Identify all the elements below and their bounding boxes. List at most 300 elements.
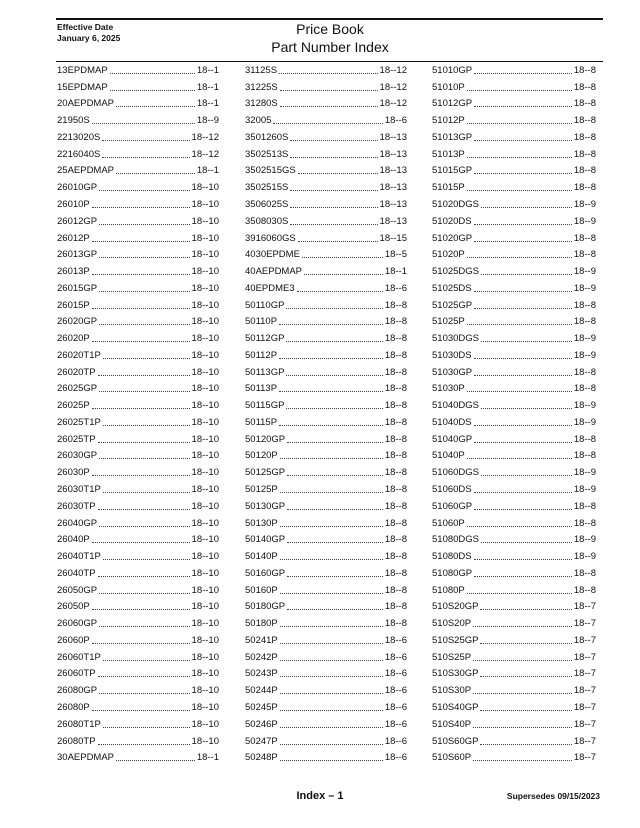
page-reference: 18--10 xyxy=(191,601,219,613)
part-number: 26015GP xyxy=(57,282,98,294)
index-entry xyxy=(245,599,407,616)
page-reference: 18--13 xyxy=(379,199,407,210)
index-entry xyxy=(57,364,219,381)
index-entry xyxy=(245,699,407,716)
part-number: 15EPDMAP xyxy=(57,81,108,93)
page-reference: 18--10 xyxy=(191,232,219,244)
part-number: 26015P xyxy=(57,299,90,311)
dot-leader xyxy=(480,676,571,677)
page-reference: 18--8 xyxy=(573,584,596,596)
page-reference: 18--10 xyxy=(191,249,219,261)
page-reference: 18--15 xyxy=(379,232,407,244)
index-entry xyxy=(245,347,407,364)
part-number: 32005 xyxy=(245,115,272,127)
part-number: 26030TP xyxy=(57,500,96,512)
dot-leader xyxy=(102,157,189,158)
dot-leader xyxy=(99,593,189,594)
index-entry xyxy=(432,716,596,733)
index-entry xyxy=(432,146,596,163)
dot-leader xyxy=(474,358,572,359)
part-number: 510S20P xyxy=(432,618,472,630)
page-reference: 18--8 xyxy=(573,165,596,177)
page-reference: 18--10 xyxy=(191,333,219,345)
part-number: 50245P xyxy=(245,701,278,713)
index-entry xyxy=(57,347,219,364)
dot-leader xyxy=(467,157,572,158)
index-entry xyxy=(245,230,407,247)
part-number: 25AEPDMAP xyxy=(57,165,115,177)
index-entry xyxy=(432,129,596,146)
dot-leader xyxy=(92,609,190,610)
dot-leader xyxy=(280,90,378,91)
dot-leader xyxy=(280,106,378,107)
dot-leader xyxy=(474,73,572,74)
dot-leader xyxy=(467,593,572,594)
index-entry xyxy=(57,749,219,766)
dot-leader xyxy=(99,458,189,459)
part-number: 26020P xyxy=(57,333,90,345)
part-number: 50125GP xyxy=(245,467,286,479)
index-entry xyxy=(245,163,407,180)
part-number: 3502515S xyxy=(245,182,289,194)
index-entry xyxy=(245,297,407,314)
dot-leader xyxy=(92,542,190,543)
index-entry xyxy=(57,615,219,632)
document-subtitle: Part Number Index xyxy=(271,39,389,55)
page-reference: 18--1 xyxy=(196,81,219,93)
part-number: 51060DS xyxy=(432,484,472,496)
dot-leader xyxy=(298,173,378,174)
index-entry xyxy=(57,246,219,263)
index-entry xyxy=(245,582,407,599)
page-reference: 18--8 xyxy=(384,601,407,613)
index-entry xyxy=(245,146,407,163)
part-number: 50160GP xyxy=(245,567,286,579)
page-reference: 18--1 xyxy=(196,64,219,76)
index-entry xyxy=(245,565,407,582)
index-entry xyxy=(432,515,596,532)
page-reference: 18--6 xyxy=(384,651,407,663)
dot-leader xyxy=(290,224,377,225)
index-entry xyxy=(245,213,407,230)
dot-leader xyxy=(481,207,572,208)
dot-leader xyxy=(474,106,572,107)
index-entry xyxy=(245,615,407,632)
page-reference: 18--7 xyxy=(573,718,596,730)
dot-leader xyxy=(103,425,190,426)
dot-leader xyxy=(287,609,383,610)
dot-leader xyxy=(279,358,383,359)
page-reference: 18--10 xyxy=(191,500,219,512)
dot-leader xyxy=(92,341,190,342)
dot-leader xyxy=(103,660,190,661)
index-entry xyxy=(57,481,219,498)
index-entry xyxy=(432,230,596,247)
part-number: 50244P xyxy=(245,685,278,697)
part-number: 51025DS xyxy=(432,282,472,294)
dot-leader xyxy=(304,274,383,275)
page-reference: 18--10 xyxy=(191,433,219,445)
part-number: 3506025S xyxy=(245,199,289,210)
part-number: 50247P xyxy=(245,735,278,747)
dot-leader xyxy=(286,408,382,409)
index-entry xyxy=(245,431,407,448)
index-entry xyxy=(57,263,219,280)
index-entry xyxy=(57,632,219,649)
page-reference: 18--8 xyxy=(573,115,596,127)
part-number: 510S30GP xyxy=(432,668,479,680)
index-entry xyxy=(245,548,407,565)
dot-leader xyxy=(280,727,383,728)
dot-leader xyxy=(286,375,382,376)
page-reference: 18--8 xyxy=(573,64,596,76)
part-number: 51015GP xyxy=(432,165,473,177)
page-reference: 18--10 xyxy=(191,316,219,328)
index-entry xyxy=(245,464,407,481)
index-entry xyxy=(432,599,596,616)
dot-leader xyxy=(92,308,190,309)
index-entry xyxy=(245,397,407,414)
page-reference: 18--9 xyxy=(573,333,596,345)
part-number: 26060TP xyxy=(57,668,96,680)
dot-leader xyxy=(92,207,190,208)
page-reference: 18--6 xyxy=(384,634,407,646)
page-reference: 18--6 xyxy=(384,668,407,680)
page-reference: 18--10 xyxy=(191,215,219,227)
page-reference: 18--12 xyxy=(379,98,407,110)
page-reference: 18--9 xyxy=(573,551,596,563)
part-number: 26025TP xyxy=(57,433,96,445)
page-reference: 18--5 xyxy=(384,249,407,261)
part-number: 26080TP xyxy=(57,735,96,747)
index-entry xyxy=(57,397,219,414)
page-reference: 18--7 xyxy=(573,735,596,747)
dot-leader xyxy=(287,576,383,577)
page-reference: 18--6 xyxy=(384,735,407,747)
dot-leader xyxy=(287,442,383,443)
part-number: 26020TP xyxy=(57,366,96,378)
page-reference: 18--8 xyxy=(573,500,596,512)
page-reference: 18--8 xyxy=(384,316,407,328)
index-entry xyxy=(57,96,219,113)
part-number: 3501260S xyxy=(245,131,289,143)
dot-leader xyxy=(474,173,572,174)
part-number: 50110GP xyxy=(245,299,285,311)
part-number: 26013GP xyxy=(57,249,98,261)
part-number: 51015P xyxy=(432,182,465,194)
dot-leader xyxy=(110,90,195,91)
index-column-1 xyxy=(57,62,219,766)
dot-leader xyxy=(474,375,572,376)
part-number: 51060GP xyxy=(432,500,473,512)
page-reference: 18--6 xyxy=(384,685,407,697)
page-reference: 18--8 xyxy=(573,316,596,328)
index-entry xyxy=(245,96,407,113)
dot-leader xyxy=(481,341,572,342)
dot-leader xyxy=(99,526,189,527)
index-entry xyxy=(57,330,219,347)
page-reference: 18--8 xyxy=(384,484,407,496)
part-number: 51040P xyxy=(432,450,465,462)
index-entry xyxy=(245,330,407,347)
dot-leader xyxy=(290,207,377,208)
page-reference: 18--10 xyxy=(191,735,219,747)
page-reference: 18--10 xyxy=(191,551,219,563)
part-number: 40AEPDMAP xyxy=(245,266,303,278)
dot-leader xyxy=(287,542,383,543)
index-entry xyxy=(245,716,407,733)
index-entry xyxy=(432,749,596,766)
part-number: 3916060GS xyxy=(245,232,296,244)
index-entry xyxy=(432,448,596,465)
part-number: 510S30P xyxy=(432,685,472,697)
dot-leader xyxy=(280,593,383,594)
part-number: 26080GP xyxy=(57,685,98,697)
dot-leader xyxy=(92,710,190,711)
dot-leader xyxy=(280,744,383,745)
part-number: 50246P xyxy=(245,718,278,730)
part-number: 50115P xyxy=(245,416,278,428)
dot-leader xyxy=(280,676,383,677)
index-entry xyxy=(57,448,219,465)
page-reference: 18--9 xyxy=(196,115,219,127)
part-number: 51020DGS xyxy=(432,199,480,210)
part-number: 26060GP xyxy=(57,618,98,630)
page-reference: 18--8 xyxy=(384,500,407,512)
page-reference: 18--7 xyxy=(573,601,596,613)
page-reference: 18--8 xyxy=(384,467,407,479)
dot-leader xyxy=(467,391,572,392)
index-entry xyxy=(57,297,219,314)
page-reference: 18--8 xyxy=(384,618,407,630)
index-entry xyxy=(57,431,219,448)
index-entry xyxy=(57,112,219,129)
page-reference: 18--10 xyxy=(191,416,219,428)
part-number: 26030GP xyxy=(57,450,98,462)
index-entry xyxy=(245,515,407,532)
part-number: 51030GP xyxy=(432,366,473,378)
dot-leader xyxy=(287,509,383,510)
dot-leader xyxy=(279,391,383,392)
part-number: 26040GP xyxy=(57,517,98,529)
index-entry xyxy=(245,364,407,381)
page-reference: 18--8 xyxy=(573,433,596,445)
part-number: 20AEPDMAP xyxy=(57,98,115,110)
part-number: 26060P xyxy=(57,634,90,646)
index-entry xyxy=(57,129,219,146)
page-reference: 18--9 xyxy=(573,215,596,227)
page-reference: 18--8 xyxy=(384,383,407,395)
index-entry xyxy=(245,112,407,129)
page-reference: 18--10 xyxy=(191,718,219,730)
page-reference: 18--8 xyxy=(384,416,407,428)
dot-leader xyxy=(474,442,572,443)
page-reference: 18--10 xyxy=(191,517,219,529)
index-entry xyxy=(57,649,219,666)
page-reference: 18--6 xyxy=(384,752,407,764)
dot-leader xyxy=(473,693,572,694)
dot-leader xyxy=(280,458,383,459)
dot-leader xyxy=(297,291,383,292)
page-reference: 18--12 xyxy=(191,148,219,160)
dot-leader xyxy=(279,425,383,426)
part-number: 50112GP xyxy=(245,333,285,345)
page-heading xyxy=(0,20,640,56)
part-number: 31225S xyxy=(245,81,278,93)
dot-leader xyxy=(92,241,190,242)
page-reference: 18--12 xyxy=(379,81,407,93)
page-reference: 18--8 xyxy=(573,366,596,378)
part-number: 26020GP xyxy=(57,316,98,328)
index-entry xyxy=(245,666,407,683)
dot-leader xyxy=(98,576,190,577)
dot-leader xyxy=(473,760,572,761)
page-reference: 18--10 xyxy=(191,266,219,278)
page-reference: 18--7 xyxy=(573,634,596,646)
dot-leader xyxy=(474,308,572,309)
index-entry xyxy=(245,682,407,699)
page-reference: 18--6 xyxy=(384,701,407,713)
dot-leader xyxy=(98,744,190,745)
part-number: 510S60GP xyxy=(432,735,479,747)
dot-leader xyxy=(474,492,572,493)
dot-leader xyxy=(474,140,572,141)
page-reference: 18--1 xyxy=(384,266,407,278)
index-entry xyxy=(432,297,596,314)
part-number: 26080P xyxy=(57,701,90,713)
part-number: 30AEPDMAP xyxy=(57,752,115,764)
page-reference: 18--10 xyxy=(191,199,219,210)
index-entry xyxy=(432,381,596,398)
document-title: Price Book xyxy=(296,21,364,37)
part-number: 50115GP xyxy=(245,400,285,412)
part-number: 50125P xyxy=(245,484,278,496)
dot-leader xyxy=(92,123,195,124)
part-number: 13EPDMAP xyxy=(57,64,108,76)
index-entry xyxy=(245,531,407,548)
index-entry xyxy=(245,179,407,196)
dot-leader xyxy=(480,710,571,711)
part-number: 50130P xyxy=(245,517,278,529)
part-number: 26010GP xyxy=(57,182,98,194)
part-number: 26025T1P xyxy=(57,416,101,428)
index-entry xyxy=(432,464,596,481)
page-reference: 18--8 xyxy=(384,366,407,378)
page-reference: 18--10 xyxy=(191,484,219,496)
dot-leader xyxy=(99,324,189,325)
part-number: 50113GP xyxy=(245,366,285,378)
index-entry xyxy=(432,112,596,129)
index-entry xyxy=(432,498,596,515)
index-entry xyxy=(432,414,596,431)
page-number: Index – 1 xyxy=(296,790,344,802)
index-entry xyxy=(432,632,596,649)
index-entry xyxy=(245,649,407,666)
index-entry xyxy=(245,79,407,96)
index-entry xyxy=(245,414,407,431)
index-entry xyxy=(57,582,219,599)
index-entry xyxy=(432,649,596,666)
dot-leader xyxy=(286,308,382,309)
index-entry xyxy=(432,431,596,448)
page-reference: 18--12 xyxy=(379,64,407,76)
index-entry xyxy=(432,96,596,113)
index-entry xyxy=(432,179,596,196)
part-number: 51010P xyxy=(432,81,465,93)
effective-date-label: Effective Date xyxy=(57,22,114,32)
part-number: 26012P xyxy=(57,232,90,244)
dot-leader xyxy=(467,526,572,527)
index-entry xyxy=(245,263,407,280)
page-reference: 18--8 xyxy=(573,81,596,93)
page-reference: 18--10 xyxy=(191,701,219,713)
page-reference: 18--8 xyxy=(384,534,407,546)
dot-leader xyxy=(474,425,572,426)
part-number: 50160P xyxy=(245,584,278,596)
page-reference: 18--8 xyxy=(573,517,596,529)
part-number: 51040DS xyxy=(432,416,472,428)
page-reference: 18--13 xyxy=(379,165,407,177)
dot-leader xyxy=(103,727,190,728)
page-reference: 18--6 xyxy=(384,282,407,294)
index-entry xyxy=(57,531,219,548)
dot-leader xyxy=(473,660,572,661)
dot-leader xyxy=(280,760,383,761)
page-reference: 18--8 xyxy=(384,433,407,445)
dot-leader xyxy=(99,291,189,292)
index-entry xyxy=(432,699,596,716)
part-number: 26040T1P xyxy=(57,551,101,563)
part-number: 50130GP xyxy=(245,500,286,512)
page-reference: 18--9 xyxy=(573,534,596,546)
dot-leader xyxy=(302,257,383,258)
index-entry xyxy=(245,62,407,79)
part-number: 51025P xyxy=(432,316,465,328)
dot-leader xyxy=(481,408,572,409)
part-number: 50241P xyxy=(245,634,278,646)
page-reference: 18--8 xyxy=(573,98,596,110)
index-entry xyxy=(57,599,219,616)
page-reference: 18--10 xyxy=(191,400,219,412)
part-number: 50112P xyxy=(245,349,278,361)
part-number: 40EPDME3 xyxy=(245,282,295,294)
page-reference: 18--10 xyxy=(191,450,219,462)
part-number: 50243P xyxy=(245,668,278,680)
part-number: 4030EPDME xyxy=(245,249,300,261)
page-reference: 18--10 xyxy=(191,282,219,294)
index-entry xyxy=(432,364,596,381)
dot-leader xyxy=(467,324,572,325)
dot-leader xyxy=(103,492,190,493)
part-number: 51013GP xyxy=(432,131,473,143)
part-number: 51080GP xyxy=(432,567,473,579)
page-reference: 18--8 xyxy=(384,567,407,579)
dot-leader xyxy=(280,660,383,661)
dot-leader xyxy=(467,458,572,459)
page-reference: 18--10 xyxy=(191,349,219,361)
page-reference: 18--10 xyxy=(191,182,219,194)
dot-leader xyxy=(290,157,377,158)
index-entry xyxy=(57,79,219,96)
page-reference: 18--10 xyxy=(191,668,219,680)
part-number: 50120P xyxy=(245,450,278,462)
dot-leader xyxy=(99,391,189,392)
part-number: 51080DGS xyxy=(432,534,480,546)
index-entry xyxy=(432,79,596,96)
part-number: 31125S xyxy=(245,64,278,76)
dot-leader xyxy=(290,140,377,141)
index-entry xyxy=(57,565,219,582)
